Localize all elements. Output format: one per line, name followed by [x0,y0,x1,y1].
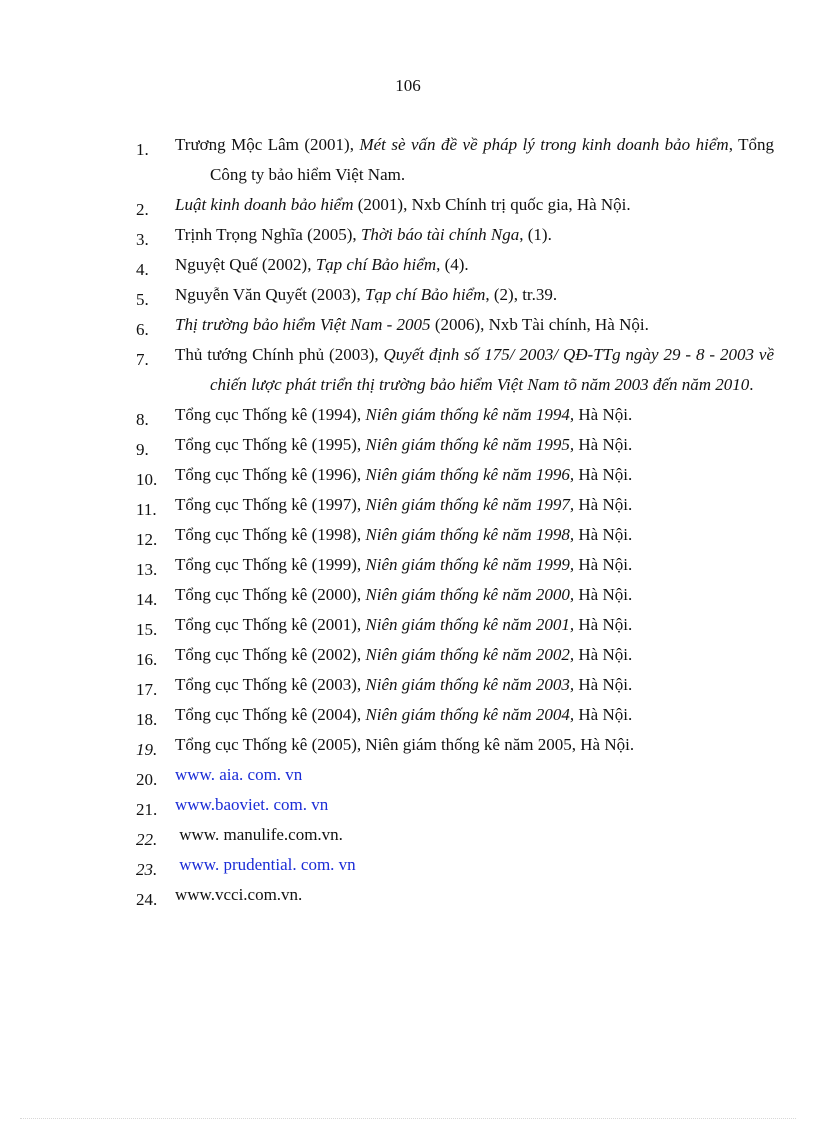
reference-item [0,460,816,490]
reference-publisher: Hà Nội. [574,435,633,454]
reference-item [0,550,816,580]
reference-number: 24. [136,890,158,909]
reference-number: 22. [136,830,158,849]
reference-number: 6. [136,320,149,339]
reference-number: 3. [136,230,149,249]
reference-item [0,340,816,400]
reference-item [0,640,816,670]
reference-author: Thủ tướng Chính phủ (2003), [175,345,384,364]
reference-item [0,700,816,730]
reference-item [0,430,816,460]
reference-item [0,730,816,760]
reference-number: 4. [136,260,149,279]
reference-title: Tạp chí Bảo hiểm [364,285,486,304]
reference-number: 18. [136,710,158,729]
reference-number: 17. [136,680,158,699]
reference-author: Tổng cục Thống kê (2002), [175,645,366,664]
reference-publisher: , (1). [519,225,552,244]
reference-item [0,760,816,790]
reference-item [0,250,816,280]
reference-author: Tổng cục Thống kê (2004), [175,705,366,724]
reference-publisher: Hà Nội. [574,585,633,604]
reference-publisher: Hà Nội. [574,645,633,664]
reference-number: 19. [136,740,158,759]
reference-item [0,220,816,250]
reference-text: www. manulife.com.vn. [175,825,343,844]
reference-item [0,580,816,610]
reference-author: Tổng cục Thống kê (1996), [175,465,366,484]
reference-title: Thời báo tài chính Nga [360,225,520,244]
reference-item [0,880,816,910]
reference-item [0,520,816,550]
reference-item [0,820,816,850]
reference-item [0,610,816,640]
reference-author: Tổng cục Thống kê (1997), [175,495,366,514]
reference-item [0,790,816,820]
reference-title: Niên giám thống kê năm 1996, [365,465,575,484]
reference-publisher: (2006), Nxb Tài chính, Hà Nội. [430,315,649,334]
reference-number: 5. [136,290,149,309]
reference-title: Luật kinh doanh bảo hiểm [175,195,354,214]
reference-item [0,490,816,520]
reference-item [0,130,816,190]
reference-publisher: , (2), tr.39. [485,285,558,304]
reference-number: 16. [136,650,158,669]
reference-title: Mét sè vấn đề về pháp lý trong kinh doanh bảo hiểm [359,135,729,154]
reference-publisher: Hà Nội. [574,675,633,694]
reference-author: Tổng cục Thống kê (1994), [175,405,366,424]
reference-publisher: (2001), Nxb Chính trị quốc gia, Hà Nội. [353,195,631,214]
reference-author: Tổng cục Thống kê (2001), [175,615,366,634]
reference-number: 9. [136,440,149,459]
reference-publisher: Hà Nội. [574,525,633,544]
reference-title: Niên giám thống kê năm 1999, [365,555,575,574]
reference-author: Tổng cục Thống kê (1998), [175,525,366,544]
reference-publisher: . [749,375,754,394]
reference-number: 23. [136,860,158,879]
reference-title: Niên giám thống kê năm 1998, [365,525,575,544]
reference-item [0,400,816,430]
baoviet-website-link[interactable]: www.baoviet. com. vn [175,795,329,814]
prudential-website-link[interactable]: www. prudential. com. vn [175,855,356,874]
reference-number: 13. [136,560,158,579]
reference-title: Niên giám thống kê năm 2003, [365,675,575,694]
reference-author: Tổng cục Thống kê (2000), [175,585,366,604]
reference-title: Niên giám thống kê năm 1997, [365,495,575,514]
reference-number: 2. [136,200,149,219]
reference-title: Niên giám thống kê năm 1994, [365,405,575,424]
reference-publisher: , (4). [436,255,469,274]
reference-publisher: Hà Nội. [574,705,633,724]
reference-item [0,850,816,880]
reference-title: Niên giám thống kê năm 2004, [365,705,575,724]
reference-title: Niên giám thống kê năm 1995, [365,435,575,454]
reference-number: 7. [136,350,149,369]
reference-item [0,670,816,700]
reference-item [0,190,816,220]
reference-publisher: Hà Nội. [574,555,633,574]
reference-list [0,130,816,910]
reference-text: Tổng cục Thống kê (2005), Niên giám thống kê năm 2005, Hà Nội. [175,735,635,754]
reference-publisher: Hà Nội. [574,615,633,634]
reference-text: www.vcci.com.vn. [175,885,303,904]
reference-number: 8. [136,410,149,429]
reference-author: Trương Mộc Lâm (2001), [175,135,360,154]
reference-title: Quyết định số 175/ 2003/ QĐ-TTg ngày 29 - 8 - 2003 về chiến lược phát triển thị trường bảo hiểm Việt Nam tõ năm 2003 đến năm 2010 [210,345,774,394]
reference-number: 12. [136,530,158,549]
reference-author: Tổng cục Thống kê (1999), [175,555,366,574]
reference-number: 14. [136,590,158,609]
reference-publisher: , Tổng Công ty bảo hiểm Việt Nam. [210,135,775,184]
aia-website-link[interactable]: www. aia. com. vn [175,765,303,784]
reference-item [0,280,816,310]
page-number: 106 [395,76,421,95]
reference-number: 10. [136,470,158,489]
reference-author: Nguyệt Quế (2002), [175,255,316,274]
reference-title: Tạp chí Bảo hiểm [315,255,437,274]
reference-publisher: Hà Nội. [574,465,633,484]
page-bottom-divider [20,1118,796,1119]
reference-title: Niên giám thống kê năm 2002, [365,645,575,664]
reference-author: Nguyễn Văn Quyết (2003), [175,285,365,304]
reference-item [0,310,816,340]
reference-number: 15. [136,620,158,639]
reference-title: Thị trường bảo hiểm Việt Nam - 2005 [175,315,431,334]
reference-number: 21. [136,800,158,819]
reference-author: Tổng cục Thống kê (1995), [175,435,366,454]
reference-number: 11. [136,500,157,519]
reference-author: Tổng cục Thống kê (2003), [175,675,366,694]
reference-publisher: Hà Nội. [574,495,633,514]
reference-number: 1. [136,140,149,159]
reference-title: Niên giám thống kê năm 2000, [365,585,575,604]
reference-author: Trịnh Trọng Nghĩa (2005), [175,225,361,244]
reference-number: 20. [136,770,158,789]
reference-publisher: Hà Nội. [574,405,633,424]
reference-title: Niên giám thống kê năm 2001, [365,615,575,634]
